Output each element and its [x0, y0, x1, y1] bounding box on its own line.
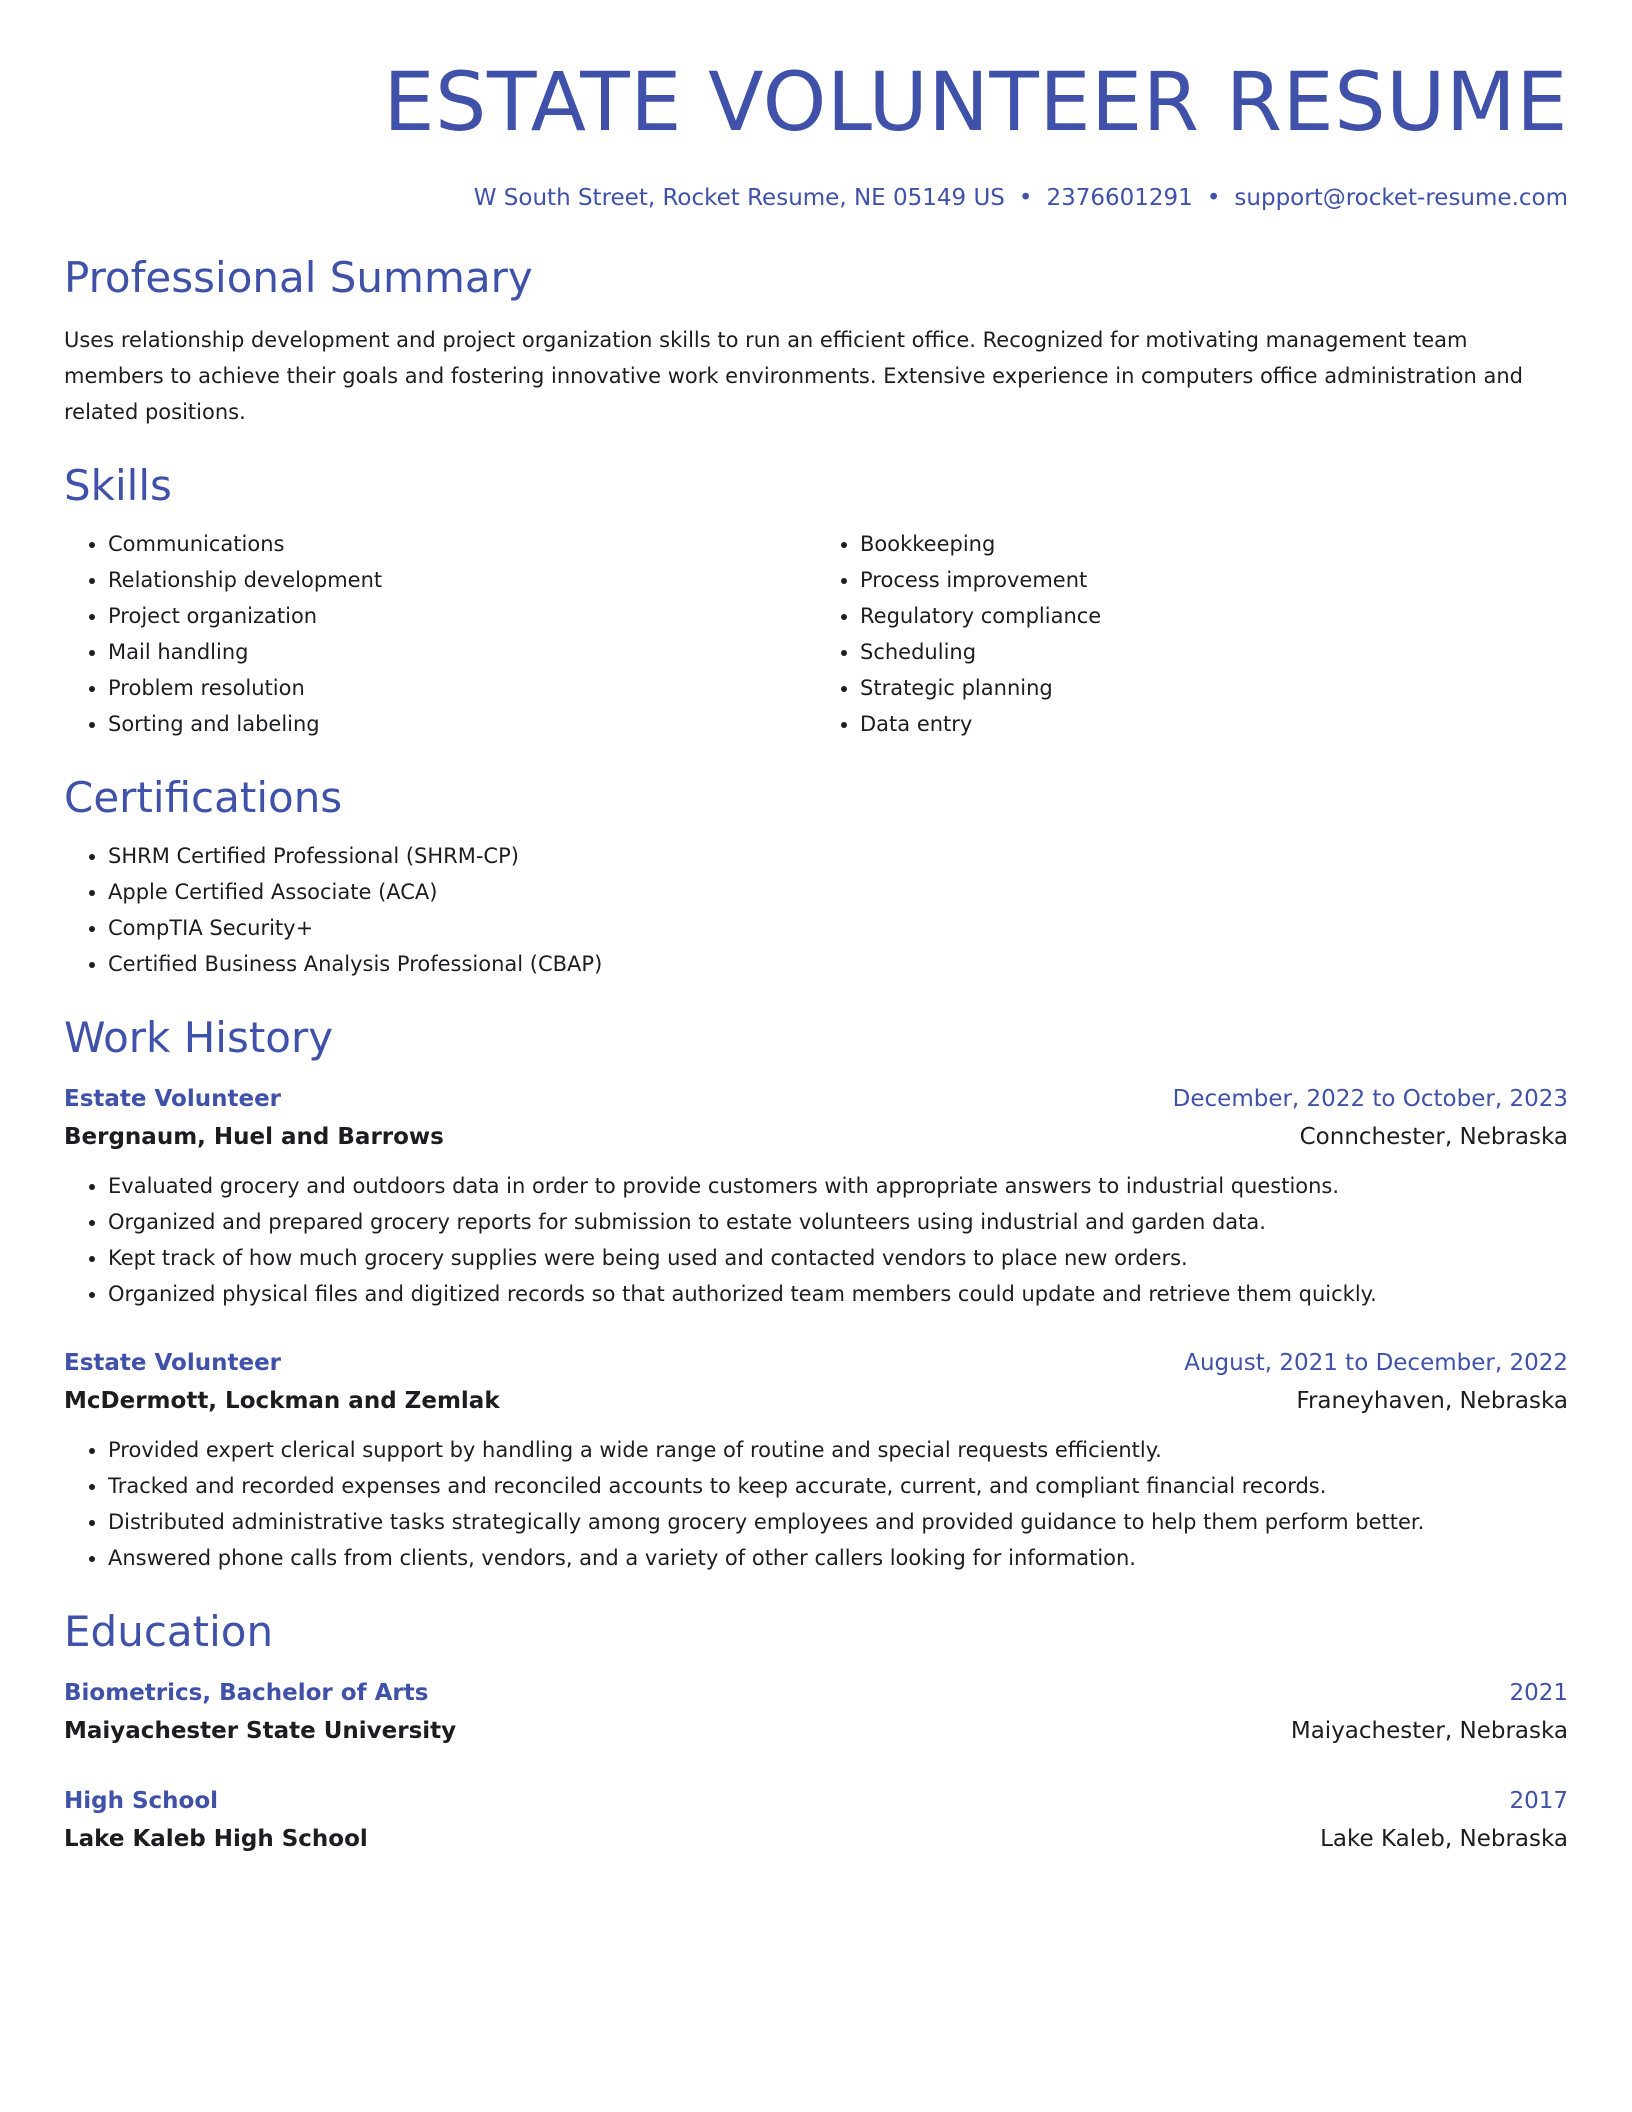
- job-location: Franeyhaven, Nebraska: [1296, 1388, 1568, 1414]
- education-year: 2017: [1509, 1788, 1568, 1814]
- contact-separator: •: [1206, 185, 1221, 211]
- job-dates: December, 2022 to October, 2023: [1172, 1086, 1568, 1112]
- skills-columns: [64, 526, 1568, 742]
- education-degree-row: [64, 1674, 1568, 1712]
- skill-item: • Strategic planning: [860, 670, 1568, 706]
- skill-item: • Communications: [108, 526, 816, 562]
- contact-separator: •: [1018, 185, 1033, 211]
- job-company: Bergnaum, Huel and Barrows: [64, 1124, 444, 1150]
- education-section: [64, 1604, 1568, 1858]
- job-bullet: • Answered phone calls from clients, vendors, and a variety of other callers looking for information.: [108, 1540, 1568, 1576]
- education-degree: High School: [64, 1788, 219, 1814]
- job-bullet: • Distributed administrative tasks strategically among grocery employees and provided guidance to help them perform better.: [108, 1504, 1568, 1540]
- education-school-row: [64, 1820, 1568, 1858]
- skills-left-list: [64, 526, 816, 742]
- certification-item: • SHRM Certified Professional (SHRM-CP): [108, 838, 1568, 874]
- skill-item: • Regulatory compliance: [860, 598, 1568, 634]
- work-history-heading: Work History: [64, 1013, 334, 1062]
- job-title-row: [64, 1080, 1568, 1118]
- certification-item: • Certified Business Analysis Professional (CBAP): [108, 946, 1568, 982]
- job-location: Connchester, Nebraska: [1299, 1124, 1568, 1150]
- skills-heading: Skills: [64, 461, 172, 510]
- certifications-section: [64, 770, 1568, 982]
- certifications-heading: Certifications: [64, 773, 343, 822]
- skill-item: • Data entry: [860, 706, 1568, 742]
- job-title: Estate Volunteer: [64, 1350, 282, 1376]
- skill-item: • Problem resolution: [108, 670, 816, 706]
- skills-right-list: [816, 526, 1568, 742]
- job-bullet: • Tracked and recorded expenses and reconciled accounts to keep accurate, current, and compliant financial records.: [108, 1468, 1568, 1504]
- job-entry: [64, 1080, 1568, 1312]
- job-title-row: [64, 1344, 1568, 1382]
- certifications-list: [64, 838, 1568, 982]
- summary-section: [64, 250, 1568, 430]
- summary-heading: Professional Summary: [64, 253, 533, 302]
- skill-item: • Relationship development: [108, 562, 816, 598]
- job-bullet: • Kept track of how much grocery supplies were being used and contacted vendors to place new orders.: [108, 1240, 1568, 1276]
- job-bullet: • Provided expert clerical support by handling a wide range of routine and special requests efficiently.: [108, 1432, 1568, 1468]
- skill-item: • Scheduling: [860, 634, 1568, 670]
- education-school-row: [64, 1712, 1568, 1750]
- summary-text: Uses relationship development and project organization skills to run an efficient office. Recognized for motivating management team members to achieve their goals and fostering innovative work environments. Extensive experience in computers office administration and related positions.: [64, 328, 1523, 424]
- job-entry: [64, 1344, 1568, 1576]
- certification-item: • Apple Certified Associate (ACA): [108, 874, 1568, 910]
- education-school: Lake Kaleb High School: [64, 1826, 368, 1852]
- job-title: Estate Volunteer: [64, 1086, 282, 1112]
- certification-item: • CompTIA Security+: [108, 910, 1568, 946]
- contact-email[interactable]: support@rocket-resume.com: [1234, 185, 1568, 211]
- skills-section: [64, 458, 1568, 742]
- education-location: Maiyachester, Nebraska: [1290, 1718, 1568, 1744]
- education-degree: Biometrics, Bachelor of Arts: [64, 1680, 429, 1706]
- education-school: Maiyachester State University: [64, 1718, 457, 1744]
- contact-address: W South Street, Rocket Resume, NE 05149 US: [473, 185, 1005, 211]
- contact-phone: 2376601291: [1046, 185, 1193, 211]
- education-year: 2021: [1509, 1680, 1568, 1706]
- education-entry: [64, 1674, 1568, 1750]
- job-company-row: [64, 1118, 1568, 1156]
- job-bullet: • Organized physical files and digitized records so that authorized team members could update and retrieve them quickly.: [108, 1276, 1568, 1312]
- resume-page: [64, 48, 1568, 1858]
- skill-item: • Process improvement: [860, 562, 1568, 598]
- job-bullets: [64, 1432, 1568, 1576]
- job-company: McDermott, Lockman and Zemlak: [64, 1388, 500, 1414]
- job-bullets: [64, 1168, 1568, 1312]
- education-location: Lake Kaleb, Nebraska: [1320, 1826, 1568, 1852]
- skill-item: • Project organization: [108, 598, 816, 634]
- skill-item: • Mail handling: [108, 634, 816, 670]
- skill-item: • Sorting and labeling: [108, 706, 816, 742]
- education-heading: Education: [64, 1607, 274, 1656]
- contact-line: [64, 180, 1568, 216]
- job-dates: August, 2021 to December, 2022: [1184, 1350, 1568, 1376]
- job-bullet: • Evaluated grocery and outdoors data in order to provide customers with appropriate answers to industrial questions.: [108, 1168, 1568, 1204]
- education-degree-row: [64, 1782, 1568, 1820]
- skill-item: • Bookkeeping: [860, 526, 1568, 562]
- education-entry: [64, 1782, 1568, 1858]
- resume-title: ESTATE VOLUNTEER RESUME: [383, 56, 1568, 150]
- work-history-section: [64, 1010, 1568, 1576]
- job-bullet: • Organized and prepared grocery reports for submission to estate volunteers using industrial and garden data.: [108, 1204, 1568, 1240]
- job-company-row: [64, 1382, 1568, 1420]
